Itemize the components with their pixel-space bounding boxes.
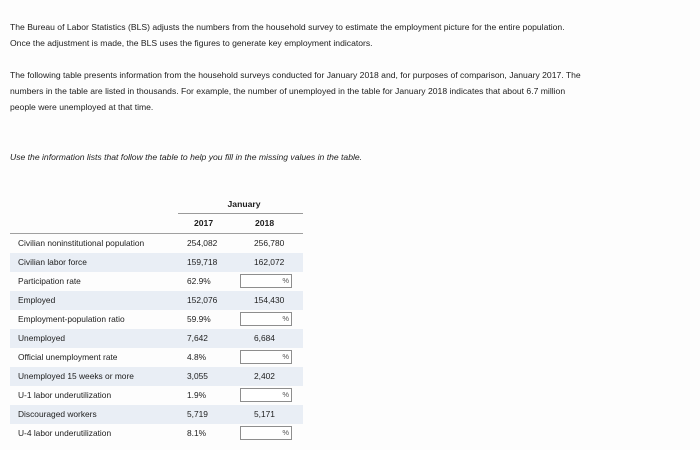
row-label: Unemployed	[18, 333, 66, 343]
intro-paragraph-1	[10, 19, 685, 51]
row-label: Official unemployment rate	[18, 352, 118, 362]
u4-underutilization-2018-input[interactable]	[240, 426, 292, 440]
intro-p2-line3: people were unemployed at that time.	[10, 102, 154, 112]
table-row	[10, 329, 303, 348]
value-2017: 1.9%	[187, 390, 207, 400]
row-label: Civilian noninstitutional population	[18, 238, 145, 248]
percent-sign: %	[282, 428, 289, 437]
row-label: Unemployed 15 weeks or more	[18, 371, 134, 381]
value-2017: 254,082	[187, 238, 218, 248]
value-2017: 3,055	[187, 371, 208, 381]
table-row	[10, 405, 303, 424]
participation-rate-2018-input[interactable]	[240, 274, 292, 288]
row-label: Employed	[18, 295, 56, 305]
table-row	[10, 424, 303, 443]
value-2017: 152,076	[187, 295, 218, 305]
table-row	[10, 386, 303, 405]
value-2018: 256,780	[254, 238, 285, 248]
value-2017: 4.8%	[187, 352, 207, 362]
value-2017: 59.9%	[187, 314, 211, 324]
table-row	[10, 348, 303, 367]
table-row	[10, 234, 303, 253]
intro-paragraph-2	[10, 67, 685, 115]
employment-table	[10, 234, 303, 443]
intro-p2-line2: numbers in the table are listed in thousands. For example, the number of unemployed in the table for January 2018 indicates that about 6.7 million	[10, 86, 566, 96]
table-row	[10, 291, 303, 310]
value-2018: 154,430	[254, 295, 285, 305]
row-label: Discouraged workers	[18, 409, 97, 419]
column-header-2018: 2018	[255, 218, 275, 228]
employment-population-ratio-2018-input[interactable]	[240, 312, 292, 326]
percent-sign: %	[282, 390, 289, 399]
percent-sign: %	[282, 276, 289, 285]
value-2017: 8.1%	[187, 428, 207, 438]
table-row	[10, 367, 303, 386]
value-2017: 7,642	[187, 333, 208, 343]
value-2018: 5,171	[254, 409, 275, 419]
value-2018: 162,072	[254, 257, 285, 267]
value-2018: 6,684	[254, 333, 275, 343]
instruction-text: Use the information lists that follow the table to help you fill in the missing values in the table.	[10, 152, 363, 162]
group-header-divider	[178, 213, 303, 214]
u1-underutilization-2018-input[interactable]	[240, 388, 292, 402]
intro-p2-line1: The following table presents information from the household surveys conducted for January 2018 and, for purposes of comparison, January 2017. The	[10, 70, 581, 80]
table-row	[10, 272, 303, 291]
row-label: U-1 labor underutilization	[18, 390, 112, 400]
percent-sign: %	[282, 352, 289, 361]
official-unemployment-rate-2018-input[interactable]	[240, 350, 292, 364]
row-label: Participation rate	[18, 276, 81, 286]
row-label: U-4 labor underutilization	[18, 428, 112, 438]
table-group-header: January	[227, 199, 261, 209]
row-label: Civilian labor force	[18, 257, 87, 267]
table-row	[10, 253, 303, 272]
intro-p1-line1: The Bureau of Labor Statistics (BLS) adjusts the numbers from the household survey to estimate the employment picture for the entire population.	[10, 22, 565, 32]
table-row	[10, 310, 303, 329]
column-header-2017: 2017	[194, 218, 214, 228]
value-2017: 62.9%	[187, 276, 211, 286]
intro-p1-line2: Once the adjustment is made, the BLS uses the figures to generate key employment indicators.	[10, 38, 373, 48]
value-2018: 2,402	[254, 371, 275, 381]
row-label: Employment-population ratio	[18, 314, 125, 324]
value-2017: 5,719	[187, 409, 208, 419]
value-2017: 159,718	[187, 257, 218, 267]
percent-sign: %	[282, 314, 289, 323]
